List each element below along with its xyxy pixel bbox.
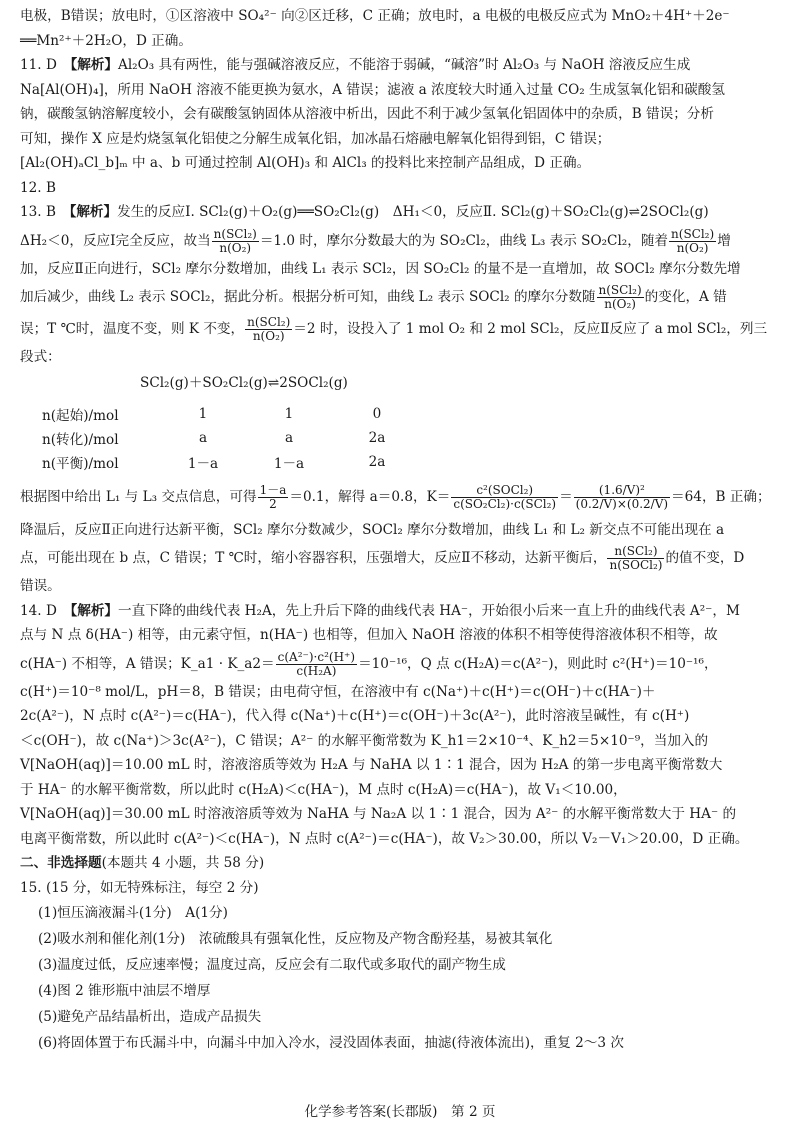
q11-text: 可知，操作 X 应是灼烧氢氧化铝使之分解生成氧化铝，加冰晶石熔融电解氧化铝得到铝，C 错误； (20, 130, 611, 147)
q15-heading: 15. (15 分，如无特殊标注，每空 2 分) (20, 879, 259, 896)
fraction: $\frac{\text{c(A²⁻)·c²(H⁺)}}{\text{c(H₂A)}}$ (277, 649, 356, 678)
three-stage-cell: n(转化)/mol (42, 431, 119, 448)
q15-answer-4: (4)图 2 锥形瓶中油层不增厚 (38, 983, 211, 999)
question-15 (20, 876, 780, 1057)
fraction: n(SCl₂) n(SOCl₂) (609, 544, 663, 572)
three-stage-cell: 1 (198, 405, 208, 422)
continued-text-line: 电极，B错误；放电时，①区溶液中 SO₄²⁻ 向②区迁移，C 正确；放电时，a 电极的电极反应式为 MnO₂＋4H⁺＋2e⁻ (20, 8, 730, 24)
three-stage-table (42, 402, 422, 474)
q14-text: 于 HA⁻ 的水解平衡常数，所以此时 c(H₂A)＜c(HA⁻)，M 点时 c(H₂A)＝c(HA⁻)，故 V₁＜10.00， (20, 781, 627, 798)
q15-answer-6: (6)将固体置于布氏漏斗中，向漏斗中加入冷水，浸没固体表面，抽滤(待液体流出)，重复 2～3 次 (38, 1035, 624, 1051)
q11-number: 11. D (20, 57, 57, 73)
q13-text: 加，反应Ⅱ正向进行，SCl₂ 摩尔分数增加，曲线 L₁ 表示 SCl₂，因 SO₂Cl₂ 的量不是一直增加，故 SOCl₂ 摩尔分数先增 (20, 260, 741, 277)
q13-number: 13. B (20, 204, 56, 220)
three-stage-cell: 2a (368, 453, 386, 470)
q11-text: [Al₂(OH)ₐCl_b]ₘ 中 a、b 可通过控制 Al(OH)₃ 和 AlCl₃ 的投料比来控制产品组成，D 正确。 (20, 155, 591, 171)
three-stage-cell: 0 (372, 405, 382, 422)
q13-text: 错误。 (20, 578, 61, 594)
fraction: n(SCl₂) n(O₂) (247, 315, 291, 343)
three-stage-row (42, 450, 422, 474)
three-stage-cell: 1－a (187, 455, 219, 472)
q15-answer-1: (1)恒压滴液漏斗(1分) A(1分) (38, 905, 228, 921)
q13-text: 降温后，反应Ⅱ正向进行达新平衡，SCl₂ 摩尔分数减少，SOCl₂ 摩尔分数增加，曲线 L₁ 和 L₂ 新交点不可能出现在 a (20, 521, 725, 538)
q14-text-line: c(HA⁻) 不相等，A 错误；K_a1 · K_a2＝ $\frac{\text{c(A²⁻)·c²(H⁺)}}{\text{c(H₂A)}}$ ＝10⁻¹⁶，Q 点 c(H₂A)＝c(A²⁻)，则此时 c²(H⁺)＝10⁻¹⁶， (20, 649, 718, 678)
fraction: $\frac{\text{(1.6/V)²}}{(0.2/V)\times(0.2/V)}$ (575, 482, 669, 511)
q14-number: 14. D (20, 602, 57, 619)
three-stage-cell: 1 (284, 405, 294, 422)
question-11 (20, 53, 780, 176)
q13-text-line: 误；T ℃时，温度不变，则 K 不变， n(SCl₂) n(O₂) ＝2 时，设投入了 1 mol O₂ 和 2 mol SCl₂，反应Ⅱ反应了 a mol SCl₂，列三 (20, 315, 768, 343)
three-stage-cell: a (284, 429, 294, 446)
q11-text: 钠，碳酸氢钠溶解度较小，会有碳酸氢钠固体从溶液中析出，因此不利于减少氢氧化铝固体中的杂质，B 错误；分析 (20, 106, 714, 122)
question-14 (20, 599, 780, 852)
three-stage-cell: 1－a (273, 455, 305, 472)
q11-text: Na[Al(OH)₄]，所用 NaOH 溶液不能更换为氨水，A 错误；滤液 a 浓度较大时通入过量 CO₂ 生成氢氧化铝和碳酸氢 (20, 81, 725, 98)
q13-text-line: ΔH₂＜0，反应Ⅰ完全反应，故当 n(SCl₂) n(O₂) ＝1.0 时，摩尔分数最大的为 SO₂Cl₂，曲线 L₃ 表示 SO₂Cl₂，随着 n(SCl₂) n(O₂) 增 (20, 226, 731, 255)
q14-analysis-tag: 【解析】 (70, 602, 119, 619)
question-13 (20, 200, 780, 599)
fraction: n(SCl₂) n(O₂) (598, 283, 642, 311)
three-stage-row (42, 426, 422, 450)
three-stage-cell: n(起始)/mol (42, 407, 119, 424)
continued-text-line: ══Mn²⁺＋2H₂O，D 正确。 (20, 32, 192, 49)
q14-text: 2c(A²⁻)，N 点时 c(A²⁻)＝c(HA⁻)，代入得 c(Na⁺)＋c(H⁺)＝c(OH⁻)＋3c(A²⁻)，此时溶液呈碱性，有 c(H⁺) (20, 708, 690, 724)
q13-analysis-tag: 【解析】 (69, 204, 118, 220)
q15-answer-5: (5)避免产品结晶析出，造成产品损失 (38, 1009, 262, 1025)
question-12: 12. B (20, 179, 56, 196)
q15-answer-2: (2)吸水剂和催化剂(1分) 浓硫酸具有强氧化性，反应物及产物含酚羟基，易被其氧化 (38, 931, 553, 947)
q14-text: V[NaOH(aq)]＝30.00 mL 时溶液溶质等效为 NaHA 与 Na₂A 以 1∶1 混合，因为 A²⁻ 的水解平衡常数大于 HA⁻ 的 (20, 806, 737, 822)
q14-text: 点与 N 点 δ(HA⁻) 相等，由元素守恒，n(HA⁻) 也相等，但加入 NaOH 溶液的体积不相等使得溶液体积不相等，故 (20, 627, 718, 643)
three-stage-cell: a (198, 429, 208, 446)
three-stage-row (42, 402, 422, 426)
fraction: n(SCl₂) n(O₂) (213, 226, 257, 255)
q13-text-line: 点，可能出现在 b 点，C 错误；T ℃时，缩小容器容积，压强增大，反应Ⅱ不移动，达新平衡后， n(SCl₂) n(SOCl₂) 的值不变，D (20, 544, 745, 572)
page-footer: 化学参考答案(长郡版) 第 2 页 (304, 1104, 496, 1120)
fraction: $\frac{1-a}{2}$ (259, 482, 287, 511)
q13-text-line: 加后减少，曲线 L₂ 表示 SOCl₂，据此分析。根据分析可知，曲线 L₂ 表示 SOCl₂ 的摩尔分数随 n(SCl₂) n(O₂) 的变化，A 错 (20, 283, 727, 311)
three-stage-equation: SCl₂(g)＋SO₂Cl₂(g)⇌2SOCl₂(g) (140, 374, 348, 391)
q13-text-line: 根据图中给出 L₁ 与 L₃ 交点信息，可得 $\frac{1-a}{2}$ ＝0.1，解得 a＝0.8，K＝ c²(SOCl₂) c(SO₂Cl₂)·c(SCl₂) ＝ $\frac{\text{(1.6/V)²}}{(0.2/V)\times(0.2/V)}$ ＝64，B 正确； (20, 482, 771, 511)
q14-text: 电离平衡常数，所以此时 c(A²⁻)＜c(HA⁻)，N 点时 c(A²⁻)＝c(HA⁻)，故 V₂＞30.00，所以 V₂－V₁＞20.00，D 正确。 (20, 830, 749, 847)
q11-analysis-tag: 【解析】 (70, 57, 119, 73)
three-stage-cell: 2a (368, 429, 386, 446)
q13-text: 发生的反应Ⅰ. SCl₂(g)＋O₂(g)══SO₂Cl₂(g) ΔH₁＜0，反应Ⅱ. SCl₂(g)＋SO₂Cl₂(g)⇌2SOCl₂(g) (117, 204, 709, 220)
fraction: n(SCl₂) n(O₂) (671, 226, 715, 255)
q14-text: c(H⁺)＝10⁻⁸ mol/L，pH＝8，B 错误；由电荷守恒，在溶液中有 c(Na⁺)＋c(H⁺)＝c(OH⁻)＋c(HA⁻)＋ (20, 683, 656, 700)
three-stage-cell: n(平衡)/mol (42, 455, 119, 472)
q14-text: ＜c(OH⁻)，故 c(Na⁺)＞3c(A²⁻)，C 错误；A²⁻ 的水解平衡常数为 K_h1＝2×10⁻⁴、K_h2＝5×10⁻⁹，当加入的 (20, 732, 709, 749)
q13-text: 段式： (20, 349, 61, 365)
q14-text: V[NaOH(aq)]＝10.00 mL 时，溶液溶质等效为 H₂A 与 NaHA 以 1∶1 混合，因为 H₂A 的第一步电离平衡常数大 (20, 757, 723, 773)
q15-answer-3: (3)温度过低，反应速率慢；温度过高，反应会有二取代或多取代的副产物生成 (38, 957, 506, 973)
q14-text: 一直下降的曲线代表 H₂A，先上升后下降的曲线代表 HA⁻，开始很小后来一直上升的曲线代表 A²⁻，M (118, 602, 740, 619)
q11-text: Al₂O₃ 具有两性，能与强碱溶液反应，不能溶于弱碱，“碱溶”时 Al₂O₃ 与 NaOH 溶液反应生成 (118, 57, 691, 73)
fraction: c²(SOCl₂) c(SO₂Cl₂)·c(SCl₂) (453, 482, 557, 511)
section-heading: 二、非选择题(本题共 4 小题，共 58 分) (20, 855, 265, 871)
